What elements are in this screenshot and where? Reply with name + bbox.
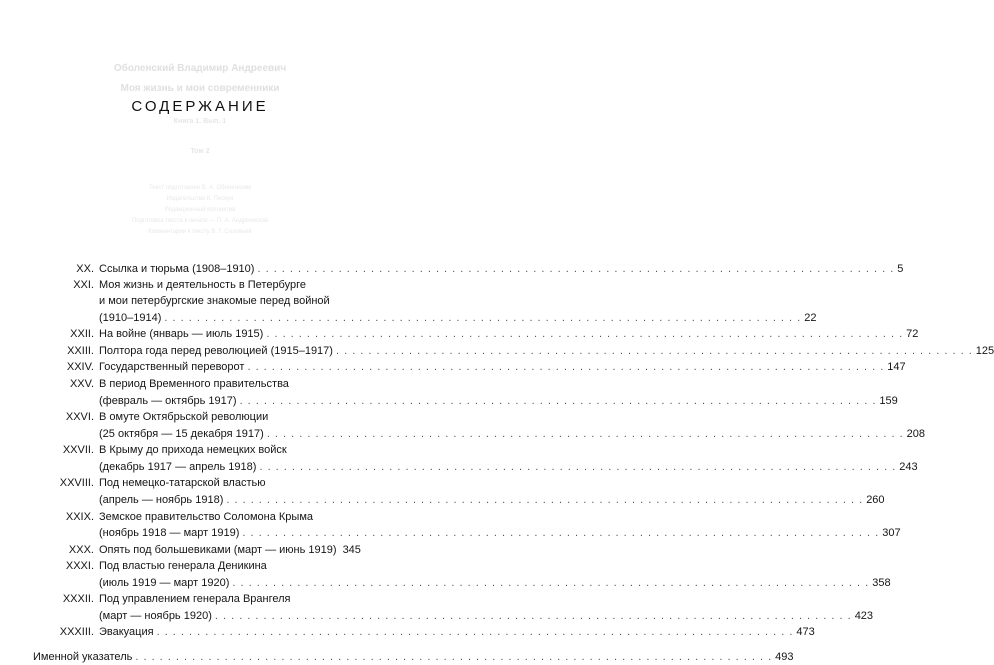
toc-entry[interactable] — [0, 360, 906, 375]
toc-entry[interactable] — [0, 443, 400, 458]
dot-leader — [242, 526, 879, 541]
page-number: 243 — [899, 461, 918, 473]
page-number: 22 — [804, 312, 817, 324]
toc-line — [99, 625, 815, 640]
dot-leader — [135, 650, 772, 665]
bleed-through-text: Издательство К. Пискун — [166, 196, 234, 202]
toc-entry[interactable] — [0, 592, 400, 607]
page-number: 208 — [906, 428, 925, 440]
chapter-number: XXIX. — [65, 511, 94, 523]
chapter-number: XXXII. — [62, 593, 94, 605]
bleed-through-text: Моя жизнь и мои современники — [120, 83, 280, 94]
dot-leader — [215, 609, 852, 624]
page-number: 260 — [866, 494, 885, 506]
dot-leader — [247, 360, 884, 375]
toc-line — [99, 460, 918, 475]
chapter-number: XX. — [76, 263, 94, 275]
toc-entry[interactable] — [0, 559, 400, 574]
toc-line — [99, 394, 898, 409]
chapter-number: XXVI. — [65, 411, 94, 423]
dot-leader — [232, 576, 869, 591]
toc-entry-continued — [0, 460, 918, 475]
toc-entry[interactable] — [0, 543, 400, 558]
dot-leader — [257, 262, 894, 277]
chapter-title: Под немецко-татарской властью — [99, 477, 266, 489]
page-number: 358 — [872, 577, 891, 589]
chapter-title-continued: (июль 1919 — март 1920) — [99, 577, 230, 589]
toc-line — [99, 327, 919, 342]
page-number: 307 — [882, 527, 901, 539]
chapter-title-continued: (1910–1914) — [99, 312, 162, 324]
toc-entry-continued — [0, 394, 898, 409]
chapter-title-continued: (март — ноябрь 1920) — [99, 610, 212, 622]
page-number: 345 — [342, 544, 361, 556]
toc-entry[interactable] — [0, 327, 919, 342]
page-number: 72 — [906, 328, 919, 340]
toc-entry-continued — [0, 311, 817, 326]
toc-entry[interactable] — [0, 262, 904, 277]
toc-line — [99, 576, 891, 591]
toc-line — [99, 360, 906, 375]
chapter-title: Эвакуация — [99, 626, 154, 638]
dot-leader — [336, 344, 973, 359]
toc-entry-continued — [0, 294, 400, 309]
toc-line — [99, 543, 360, 558]
chapter-title-continued: (апрель — ноябрь 1918) — [99, 494, 224, 506]
chapter-title-continued: и мои петербургские знакомые перед войной — [99, 295, 330, 307]
bleed-through-text: Редакционный коллектив — [164, 207, 236, 213]
page-number: 159 — [879, 395, 898, 407]
index-label: Именной указатель — [33, 651, 133, 663]
toc-line — [99, 262, 904, 277]
toc-entry-continued — [0, 576, 891, 591]
chapter-title-continued: (февраль — октябрь 1917) — [99, 395, 237, 407]
chapter-title-continued: (25 октября — 15 декабря 1917) — [99, 428, 264, 440]
toc-entry[interactable] — [0, 344, 994, 359]
chapter-title: Полтора года перед революцией (1915–1917) — [99, 345, 333, 357]
chapter-title: В период Временного правительства — [99, 378, 289, 390]
chapter-number: XXI. — [73, 279, 94, 291]
chapter-number: XXXIII. — [59, 626, 94, 638]
toc-entry[interactable] — [0, 476, 400, 491]
bleed-through-text: Оболенский Владимир Андреевич — [113, 63, 287, 74]
chapter-title: В омуте Октябрьской революции — [99, 411, 269, 423]
bleed-through-text: Том 2 — [190, 148, 210, 155]
chapter-title: Опять под большевиками (март — июнь 1919) — [99, 544, 337, 556]
toc-entry[interactable] — [0, 278, 400, 293]
toc-entry[interactable] — [0, 410, 400, 425]
chapter-number: XXV. — [69, 378, 94, 390]
page-number: 493 — [775, 651, 794, 663]
chapter-title: Земское правительство Соломона Крыма — [99, 511, 314, 523]
dot-leader — [266, 327, 903, 342]
bleed-through-text: Книга 1. Вып. 1 — [173, 118, 227, 125]
toc-entry[interactable] — [0, 625, 815, 640]
toc-entry-continued — [0, 609, 874, 624]
dot-leader — [157, 625, 794, 640]
chapter-title: Государственный переворот — [99, 361, 245, 373]
chapter-number: XXII. — [70, 328, 94, 340]
chapter-title: Под управлением генерала Врангеля — [99, 593, 291, 605]
page-number: 423 — [854, 610, 874, 622]
chapter-title: Ссылка и тюрьма (1908–1910) — [99, 263, 255, 275]
bleed-through-text: Подготовка текста к печати — П. А. Андреевский — [131, 218, 269, 224]
chapter-number: XXX. — [68, 544, 94, 556]
toc-line — [99, 526, 901, 541]
dot-leader — [226, 493, 863, 508]
toc-line — [99, 427, 925, 442]
chapter-title: На войне (январь — июль 1915) — [99, 328, 264, 340]
toc-line — [99, 311, 817, 326]
chapter-number: XXVIII. — [59, 477, 94, 489]
dot-leader — [240, 394, 877, 409]
chapter-number: XXVII. — [62, 444, 94, 456]
page-number: 125 — [975, 345, 994, 357]
page-number: 473 — [796, 626, 815, 638]
bleed-through-text: Текст подготовлен В. А. Оболенским — [148, 185, 252, 191]
toc-line — [99, 493, 885, 508]
toc-entry[interactable] — [0, 510, 400, 525]
chapter-title: Под властью генерала Деникина — [99, 560, 267, 572]
toc-line — [99, 609, 874, 624]
chapter-number: XXIII. — [67, 345, 94, 357]
toc-entry-index[interactable] — [0, 650, 794, 665]
dot-leader — [164, 311, 801, 326]
chapter-title: В Крыму до прихода немецких войск — [99, 444, 287, 456]
chapter-title-continued: (ноябрь 1918 — март 1919) — [99, 527, 240, 539]
toc-line — [33, 650, 794, 665]
toc-entry-continued — [0, 493, 885, 508]
toc-entry[interactable] — [0, 377, 400, 392]
page-title: СОДЕРЖАНИЕ — [131, 98, 269, 115]
chapter-title: Моя жизнь и деятельность в Петербурге — [99, 279, 307, 291]
chapter-number: XXXI. — [65, 560, 94, 572]
dot-leader — [259, 460, 896, 475]
toc-entry-continued — [0, 526, 901, 541]
chapter-title-continued: (декабрь 1917 — апрель 1918) — [99, 461, 257, 473]
page-number: 5 — [897, 263, 904, 275]
toc-entry-continued — [0, 427, 925, 442]
toc-line — [99, 344, 994, 359]
chapter-number: XXIV. — [66, 361, 94, 373]
bleed-through-text: Комментарии к тексту В. Г. Соловьев — [148, 229, 252, 235]
dot-leader — [267, 427, 904, 442]
page-number: 147 — [887, 361, 906, 373]
